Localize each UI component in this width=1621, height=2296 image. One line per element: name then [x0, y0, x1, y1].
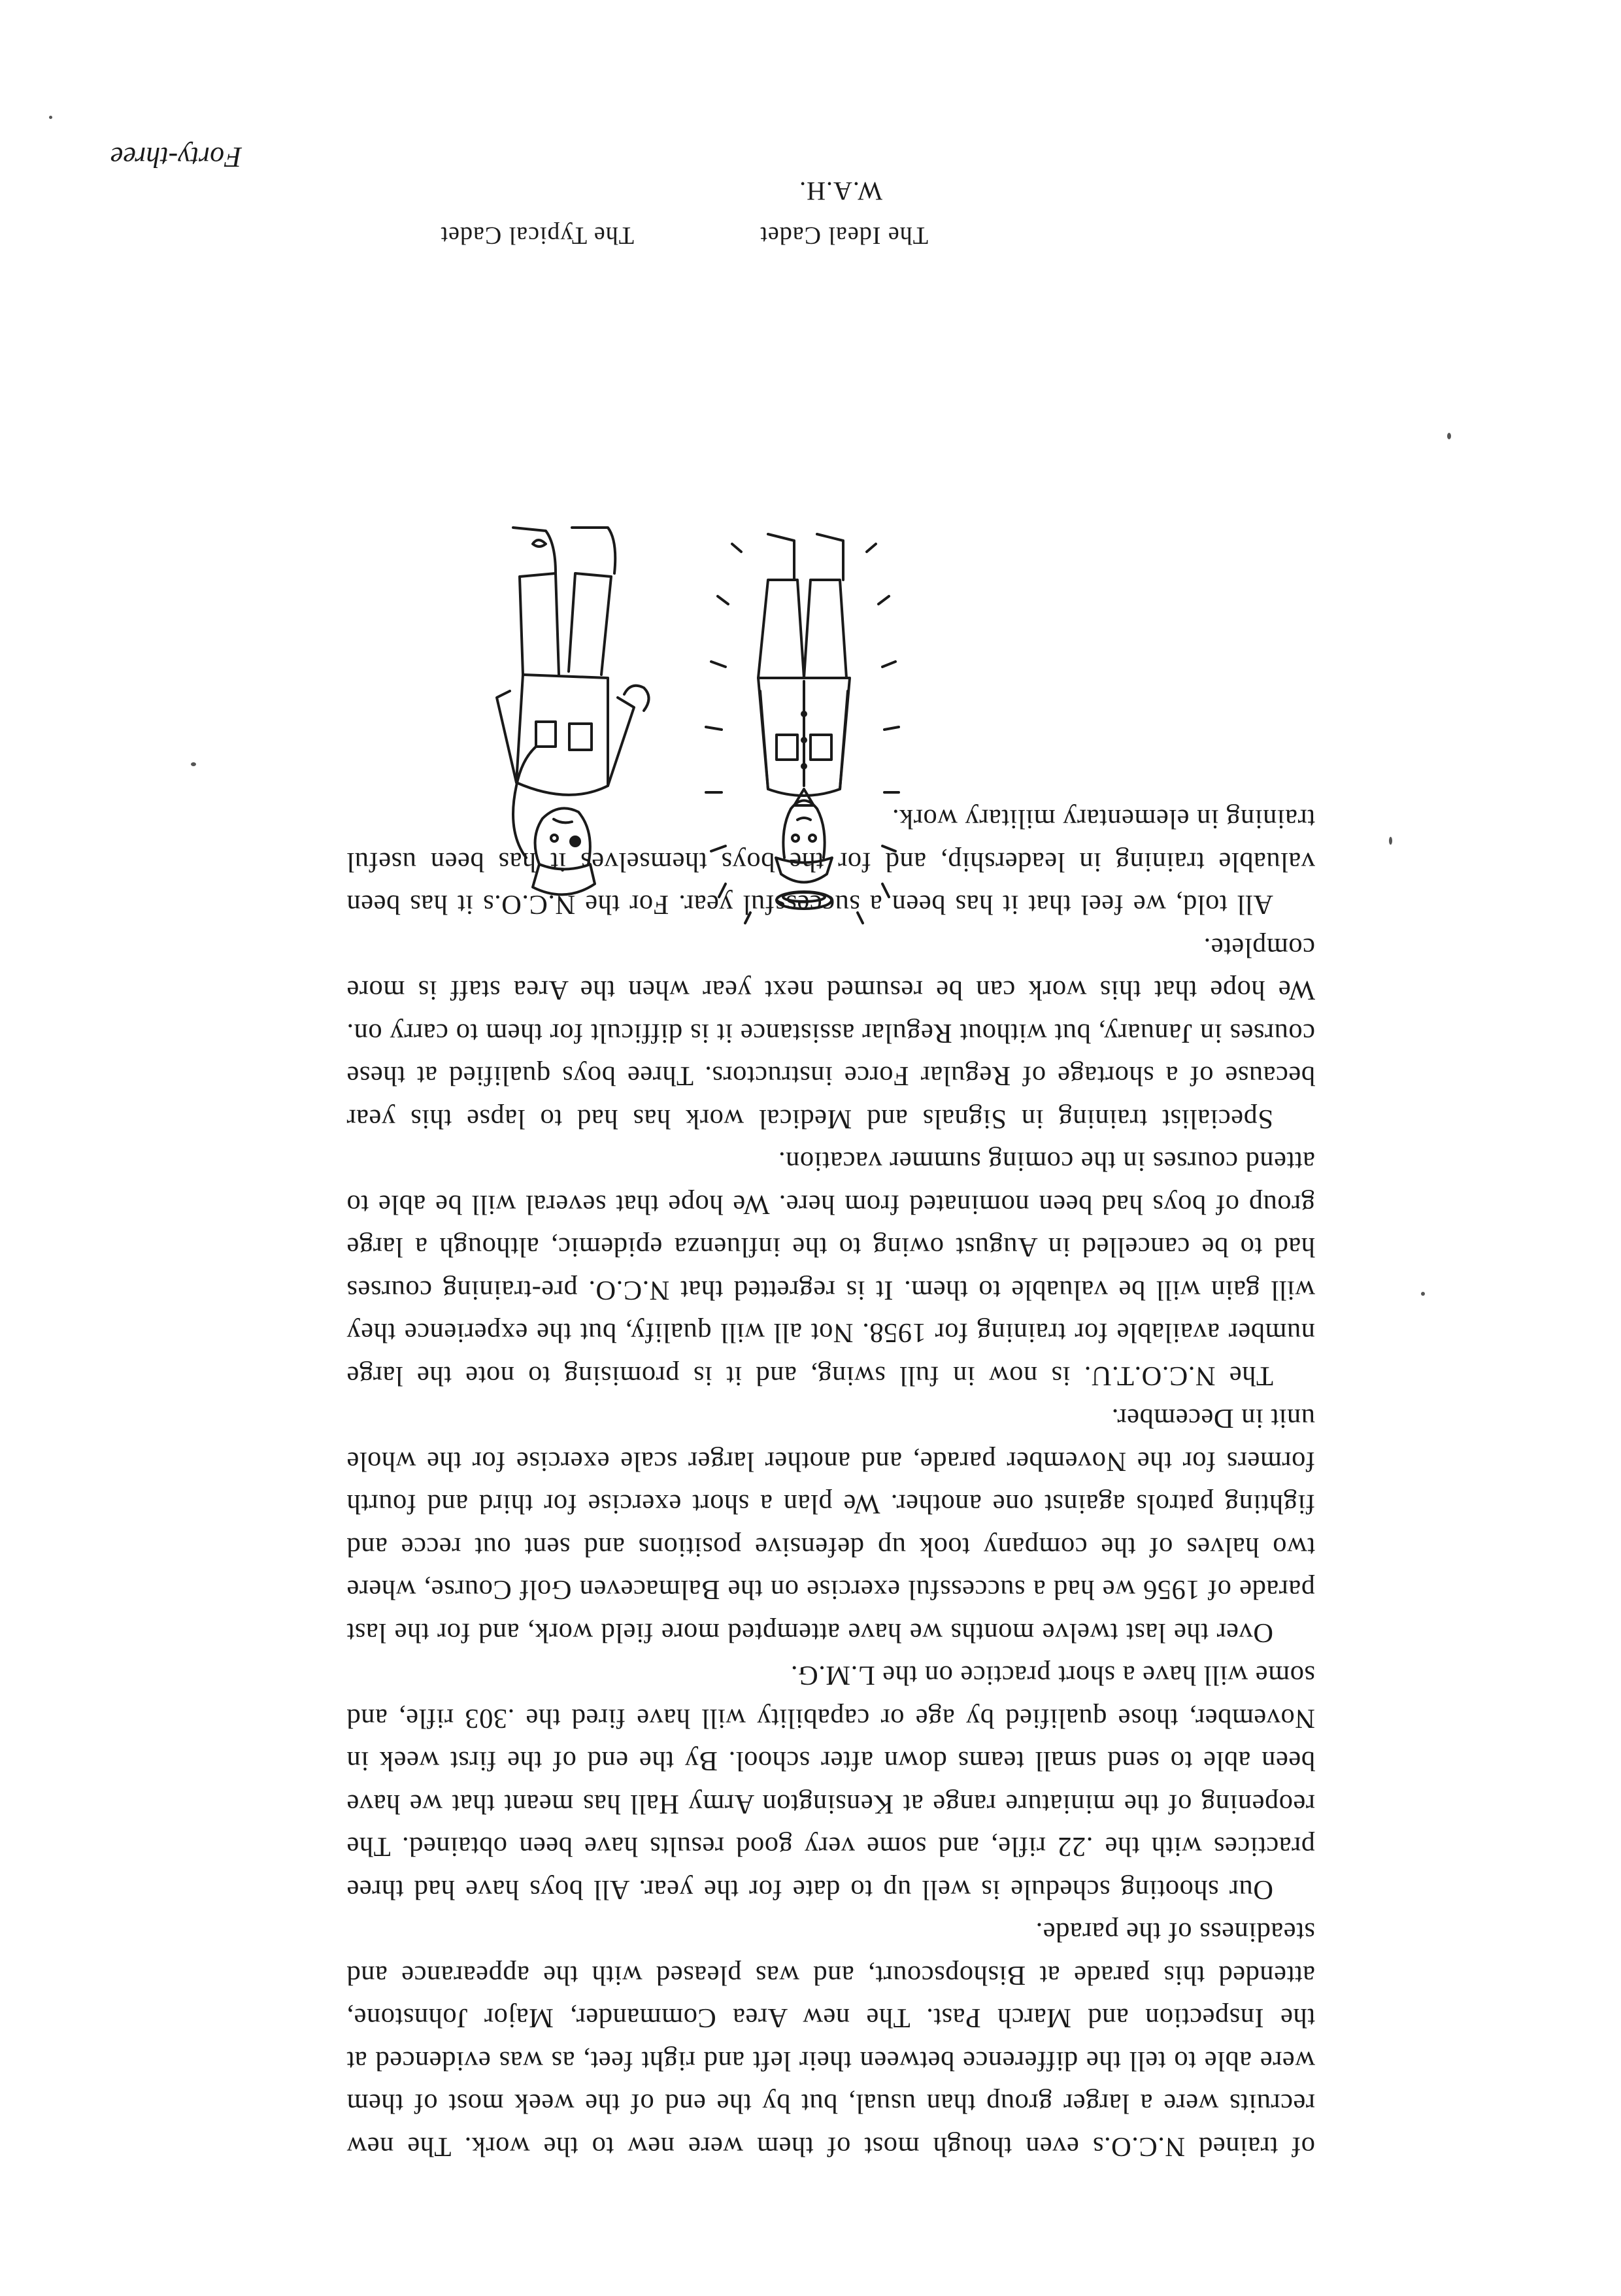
article-body: [346, 798, 1315, 2168]
paragraph-4: The N.C.O.T.U. is now in full swing, and it is promising to note the large number available for training for 1958. Not all will qualify, but the experience they will gain will be valuable to them. It is regretted that N.C.O. pre-training courses had to be cancelled in August owing to the influenza epidemic, although a large group of boys had been nominated from here. We hope that several will be able to attend courses in the coming summer vacation.: [346, 1146, 1315, 1391]
cadet-cartoon-illustration: [444, 380, 902, 936]
caption-ideal-cadet: The Ideal Cadet: [760, 222, 928, 249]
paragraph-1: of trained N.C.O.s even though most of them were new to the work. The new recruits were a larger group than usual, but by the end of the week most of them were able to tell the difference between their left and right feet, as was evidenced at the Inspection and March Past. The new Area Commander, Major Johnstone, attended this parade at Bishopscourt, and was pleased with the appearance and steadiness of the parade.: [346, 1917, 1315, 2162]
ideal-cadet-figure: [706, 534, 899, 923]
scan-speck: [191, 762, 196, 766]
scan-speck: [1421, 1292, 1425, 1296]
paragraph-5: Specialist training in Signals and Medical work has had to lapse this year because of a shortage of Regular Force instructors. Three boys qualified at these courses in January, but without Regular assistance it is difficult for them to carry on. We hope that this work can be resumed next year when the Area staff is more complete.: [346, 932, 1315, 1134]
caption-typical-cadet: The Typical Cadet: [440, 222, 634, 249]
page-number: Forty-three: [110, 141, 242, 173]
paragraph-6: All told, we feel that it has been a successful year. For the N.C.O.s it has been valuable training in leadership, and for the boys themselves it has been useful training in elementary military work.: [346, 803, 1315, 920]
scan-speck: [49, 116, 52, 119]
paragraph-2: Our shooting schedule is well up to date for the year. All boys have had three practices with the .22 rifle, and some very good results have been obtained. The reopening of the miniature range at Kensington Army Hall has meant that we have been able to send small teams down after school. By the end of the first week in November, those qualified by age or capability will have fired the .303 rifle, and some will have a short practice on the L.M.G.: [346, 1660, 1315, 1905]
artist-signature: W.A.H.: [799, 177, 882, 206]
scan-speck: [1447, 433, 1451, 439]
scan-speck: [1389, 837, 1392, 845]
typical-cadet-figure: [497, 528, 649, 894]
paragraph-3: Over the last twelve months we have attempted more field work, and for the last parade of 1956 we had a successful exercise on the Balmaceven Golf Course, where two halves of the company took up defensive positions and sent out recce and fighting patrols against one another. We plan a short exercise for third and fourth formers for the November parade, and another larger scale exercise for the whole unit in December.: [346, 1403, 1315, 1648]
